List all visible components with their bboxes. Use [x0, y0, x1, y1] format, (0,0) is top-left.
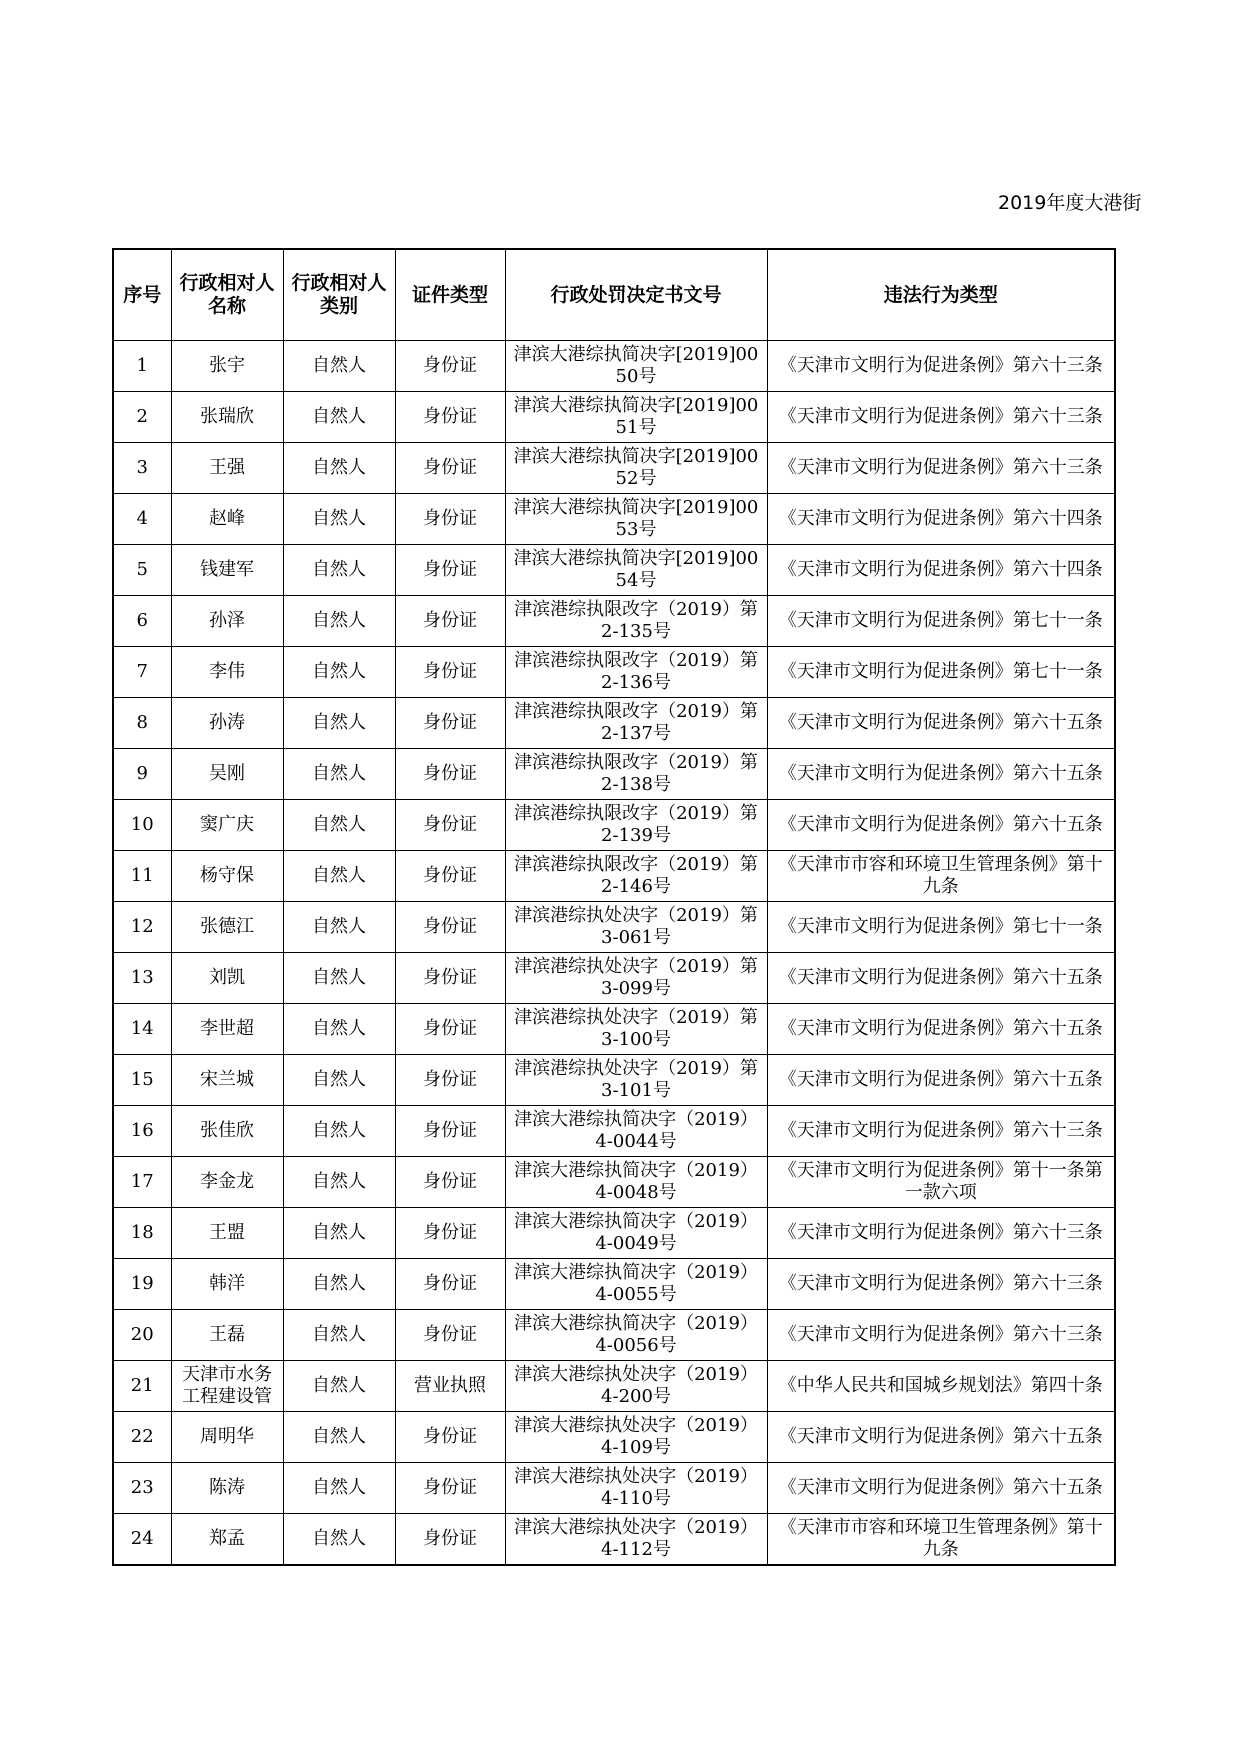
cell-category: 自然人	[283, 1106, 395, 1157]
table-row	[113, 1055, 1115, 1106]
cell-doc-no: 津滨大港综执简决字（2019）4-0044号	[505, 1106, 767, 1157]
cell-doc-no: 津滨大港综执简决字[2019]0051号	[505, 392, 767, 443]
cell-category: 自然人	[283, 1514, 395, 1566]
cell-id-type: 身份证	[395, 698, 505, 749]
cell-violation: 《天津市文明行为促进条例》第六十五条	[767, 698, 1115, 749]
column-header-doc-no: 行政处罚决定书文号	[505, 249, 767, 341]
cell-name: 李金龙	[171, 1157, 283, 1208]
table-row	[113, 443, 1115, 494]
table-row	[113, 392, 1115, 443]
cell-no: 1	[113, 341, 171, 392]
cell-name: 张德江	[171, 902, 283, 953]
cell-id-type: 身份证	[395, 1208, 505, 1259]
cell-violation: 《天津市文明行为促进条例》第六十三条	[767, 443, 1115, 494]
table-header-row	[113, 249, 1115, 341]
cell-id-type: 身份证	[395, 1310, 505, 1361]
cell-doc-no: 津滨港综执限改字（2019）第2-136号	[505, 647, 767, 698]
cell-id-type: 身份证	[395, 596, 505, 647]
page-title: 2019年度大港街	[998, 192, 1142, 214]
cell-no: 9	[113, 749, 171, 800]
cell-name: 孙涛	[171, 698, 283, 749]
cell-no: 14	[113, 1004, 171, 1055]
cell-doc-no: 津滨港综执处决字（2019）第3-099号	[505, 953, 767, 1004]
cell-doc-no: 津滨港综执处决字（2019）第3-061号	[505, 902, 767, 953]
cell-no: 17	[113, 1157, 171, 1208]
table-row	[113, 1514, 1115, 1566]
cell-name: 王磊	[171, 1310, 283, 1361]
column-header-category: 行政相对人类别	[283, 249, 395, 341]
table-row	[113, 800, 1115, 851]
cell-doc-no: 津滨大港综执处决字（2019）4-112号	[505, 1514, 767, 1566]
table-row	[113, 851, 1115, 902]
cell-id-type: 身份证	[395, 1259, 505, 1310]
cell-no: 24	[113, 1514, 171, 1566]
cell-no: 4	[113, 494, 171, 545]
cell-category: 自然人	[283, 494, 395, 545]
cell-category: 自然人	[283, 1157, 395, 1208]
cell-violation: 《天津市文明行为促进条例》第六十四条	[767, 545, 1115, 596]
cell-category: 自然人	[283, 1259, 395, 1310]
cell-id-type: 身份证	[395, 1412, 505, 1463]
cell-no: 7	[113, 647, 171, 698]
cell-doc-no: 津滨大港综执简决字（2019）4-0055号	[505, 1259, 767, 1310]
table-row	[113, 1157, 1115, 1208]
cell-name: 宋兰城	[171, 1055, 283, 1106]
cell-doc-no: 津滨大港综执处决字（2019）4-110号	[505, 1463, 767, 1514]
penalty-table	[112, 248, 1116, 1566]
cell-name: 李世超	[171, 1004, 283, 1055]
cell-category: 自然人	[283, 749, 395, 800]
cell-doc-no: 津滨港综执限改字（2019）第2-135号	[505, 596, 767, 647]
cell-id-type: 身份证	[395, 1463, 505, 1514]
cell-category: 自然人	[283, 443, 395, 494]
cell-doc-no: 津滨港综执限改字（2019）第2-139号	[505, 800, 767, 851]
cell-category: 自然人	[283, 1055, 395, 1106]
cell-no: 11	[113, 851, 171, 902]
cell-category: 自然人	[283, 1463, 395, 1514]
table-row	[113, 1412, 1115, 1463]
cell-id-type: 身份证	[395, 749, 505, 800]
cell-id-type: 身份证	[395, 800, 505, 851]
cell-category: 自然人	[283, 1004, 395, 1055]
column-header-id-type: 证件类型	[395, 249, 505, 341]
cell-id-type: 身份证	[395, 1157, 505, 1208]
cell-violation: 《天津市文明行为促进条例》第六十五条	[767, 953, 1115, 1004]
cell-category: 自然人	[283, 341, 395, 392]
cell-doc-no: 津滨港综执处决字（2019）第3-100号	[505, 1004, 767, 1055]
cell-no: 5	[113, 545, 171, 596]
cell-doc-no: 津滨大港综执简决字（2019）4-0048号	[505, 1157, 767, 1208]
cell-no: 22	[113, 1412, 171, 1463]
cell-name: 天津市水务工程建设管	[171, 1361, 283, 1412]
column-header-violation: 违法行为类型	[767, 249, 1115, 341]
cell-id-type: 身份证	[395, 953, 505, 1004]
cell-name: 钱建军	[171, 545, 283, 596]
column-header-name: 行政相对人名称	[171, 249, 283, 341]
cell-category: 自然人	[283, 596, 395, 647]
table-row	[113, 1259, 1115, 1310]
cell-no: 3	[113, 443, 171, 494]
cell-category: 自然人	[283, 1361, 395, 1412]
cell-category: 自然人	[283, 545, 395, 596]
cell-category: 自然人	[283, 392, 395, 443]
cell-violation: 《天津市文明行为促进条例》第六十五条	[767, 1055, 1115, 1106]
table-row	[113, 647, 1115, 698]
cell-no: 15	[113, 1055, 171, 1106]
table-row	[113, 341, 1115, 392]
cell-violation: 《中华人民共和国城乡规划法》第四十条	[767, 1361, 1115, 1412]
cell-name: 李伟	[171, 647, 283, 698]
cell-category: 自然人	[283, 851, 395, 902]
cell-doc-no: 津滨港综执限改字（2019）第2-137号	[505, 698, 767, 749]
cell-category: 自然人	[283, 902, 395, 953]
cell-no: 10	[113, 800, 171, 851]
cell-no: 16	[113, 1106, 171, 1157]
cell-violation: 《天津市市容和环境卫生管理条例》第十九条	[767, 1514, 1115, 1566]
cell-no: 8	[113, 698, 171, 749]
cell-name: 刘凯	[171, 953, 283, 1004]
cell-violation: 《天津市文明行为促进条例》第六十三条	[767, 1310, 1115, 1361]
cell-name: 张瑞欣	[171, 392, 283, 443]
cell-violation: 《天津市文明行为促进条例》第七十一条	[767, 647, 1115, 698]
cell-violation: 《天津市文明行为促进条例》第十一条第一款六项	[767, 1157, 1115, 1208]
cell-id-type: 身份证	[395, 851, 505, 902]
cell-no: 21	[113, 1361, 171, 1412]
cell-no: 6	[113, 596, 171, 647]
table-row	[113, 545, 1115, 596]
cell-id-type: 身份证	[395, 902, 505, 953]
cell-category: 自然人	[283, 647, 395, 698]
cell-no: 23	[113, 1463, 171, 1514]
cell-no: 19	[113, 1259, 171, 1310]
cell-name: 杨守保	[171, 851, 283, 902]
table-row	[113, 902, 1115, 953]
cell-name: 孙泽	[171, 596, 283, 647]
cell-violation: 《天津市文明行为促进条例》第六十五条	[767, 749, 1115, 800]
cell-violation: 《天津市文明行为促进条例》第六十五条	[767, 800, 1115, 851]
cell-name: 赵峰	[171, 494, 283, 545]
cell-category: 自然人	[283, 1412, 395, 1463]
table-row	[113, 1004, 1115, 1055]
table-row	[113, 953, 1115, 1004]
cell-id-type: 身份证	[395, 545, 505, 596]
cell-name: 吴刚	[171, 749, 283, 800]
cell-violation: 《天津市文明行为促进条例》第七十一条	[767, 902, 1115, 953]
cell-name: 陈涛	[171, 1463, 283, 1514]
cell-violation: 《天津市文明行为促进条例》第六十五条	[767, 1463, 1115, 1514]
cell-violation: 《天津市文明行为促进条例》第六十三条	[767, 1259, 1115, 1310]
cell-name: 王强	[171, 443, 283, 494]
table-row	[113, 494, 1115, 545]
table-row	[113, 1463, 1115, 1514]
cell-violation: 《天津市文明行为促进条例》第七十一条	[767, 596, 1115, 647]
cell-doc-no: 津滨港综执限改字（2019）第2-146号	[505, 851, 767, 902]
cell-name: 王盟	[171, 1208, 283, 1259]
cell-category: 自然人	[283, 698, 395, 749]
table-row	[113, 749, 1115, 800]
cell-violation: 《天津市市容和环境卫生管理条例》第十九条	[767, 851, 1115, 902]
table-row	[113, 1208, 1115, 1259]
cell-violation: 《天津市文明行为促进条例》第六十三条	[767, 1208, 1115, 1259]
cell-no: 13	[113, 953, 171, 1004]
cell-violation: 《天津市文明行为促进条例》第六十三条	[767, 1106, 1115, 1157]
cell-id-type: 身份证	[395, 1514, 505, 1566]
cell-id-type: 身份证	[395, 1106, 505, 1157]
cell-doc-no: 津滨港综执处决字（2019）第3-101号	[505, 1055, 767, 1106]
cell-id-type: 身份证	[395, 1055, 505, 1106]
cell-name: 张宇	[171, 341, 283, 392]
cell-doc-no: 津滨港综执限改字（2019）第2-138号	[505, 749, 767, 800]
table-row	[113, 698, 1115, 749]
table-row	[113, 1106, 1115, 1157]
table-row	[113, 1361, 1115, 1412]
cell-doc-no: 津滨大港综执简决字[2019]0052号	[505, 443, 767, 494]
cell-name: 周明华	[171, 1412, 283, 1463]
table-row	[113, 1310, 1115, 1361]
cell-doc-no: 津滨大港综执处决字（2019）4-109号	[505, 1412, 767, 1463]
table-row	[113, 596, 1115, 647]
cell-violation: 《天津市文明行为促进条例》第六十四条	[767, 494, 1115, 545]
cell-category: 自然人	[283, 953, 395, 1004]
cell-name: 郑孟	[171, 1514, 283, 1566]
cell-name: 张佳欣	[171, 1106, 283, 1157]
cell-id-type: 营业执照	[395, 1361, 505, 1412]
cell-id-type: 身份证	[395, 1004, 505, 1055]
cell-id-type: 身份证	[395, 647, 505, 698]
cell-category: 自然人	[283, 1310, 395, 1361]
cell-category: 自然人	[283, 800, 395, 851]
cell-violation: 《天津市文明行为促进条例》第六十三条	[767, 392, 1115, 443]
cell-violation: 《天津市文明行为促进条例》第六十三条	[767, 341, 1115, 392]
cell-category: 自然人	[283, 1208, 395, 1259]
cell-doc-no: 津滨大港综执简决字（2019）4-0056号	[505, 1310, 767, 1361]
cell-no: 12	[113, 902, 171, 953]
cell-id-type: 身份证	[395, 443, 505, 494]
cell-doc-no: 津滨大港综执简决字（2019）4-0049号	[505, 1208, 767, 1259]
cell-doc-no: 津滨大港综执简决字[2019]0050号	[505, 341, 767, 392]
cell-name: 窦广庆	[171, 800, 283, 851]
cell-no: 20	[113, 1310, 171, 1361]
column-header-no: 序号	[113, 249, 171, 341]
cell-violation: 《天津市文明行为促进条例》第六十五条	[767, 1004, 1115, 1055]
cell-name: 韩洋	[171, 1259, 283, 1310]
cell-id-type: 身份证	[395, 494, 505, 545]
cell-no: 2	[113, 392, 171, 443]
cell-violation: 《天津市文明行为促进条例》第六十五条	[767, 1412, 1115, 1463]
cell-id-type: 身份证	[395, 341, 505, 392]
cell-no: 18	[113, 1208, 171, 1259]
cell-doc-no: 津滨大港综执简决字[2019]0053号	[505, 494, 767, 545]
cell-doc-no: 津滨大港综执简决字[2019]0054号	[505, 545, 767, 596]
cell-id-type: 身份证	[395, 392, 505, 443]
cell-doc-no: 津滨大港综执处决字（2019）4-200号	[505, 1361, 767, 1412]
